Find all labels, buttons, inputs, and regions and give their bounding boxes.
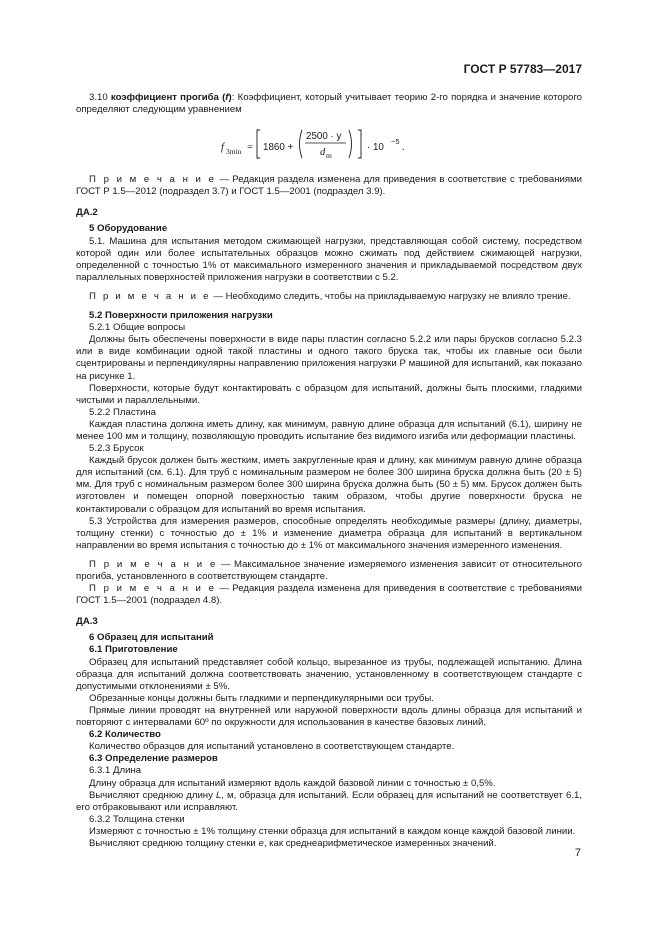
section-5-2-3: 5.2.3 Брусок <box>89 443 144 455</box>
section-5-3: 5.3 Устройства для измерения размеров, способные определять необходимые размеры (длину, диаметры, толщину стенки) с точностью до ± 1% и изменение диаметра образца для испытаний в вертикальном направлении во время испытания с точностью до ± 1% от максимального значения измеренного изменения. <box>76 515 582 551</box>
section-6-3-2: 6.3.2 Толщина стенки <box>89 813 185 825</box>
section-5-2-title: 5.2 Поверхности приложения нагрузки <box>89 310 273 322</box>
section-5-2-1-p2: Поверхности, которые будут контактировать с образцом для испытаний, должны быть плоскими, гладкими чистыми и параллельными. <box>76 382 582 406</box>
page-number: 7 <box>574 847 581 859</box>
note-5-3: П р и м е ч а н и е — Максимальное значение измеряемого изменения зависит от относительного прогиба, установленного в соответствующем стандарте. <box>76 558 583 582</box>
term-deflection-coefficient: коэффициент прогиба (f) <box>110 92 232 103</box>
formula-bracket-left <box>257 130 260 158</box>
section-6-1-p2: Обрезанные концы должны быть гладкими и перпендикулярными оси трубы. <box>89 692 434 704</box>
note-5-1: П р и м е ч а н и е — Необходимо следить, чтобы на прикладываемую нагрузку не влияло трение. <box>89 290 571 302</box>
formula-tail: · 10 <box>367 142 384 154</box>
formula-den-d: d <box>320 147 326 159</box>
deflection-formula <box>76 124 582 168</box>
page-content <box>76 92 582 850</box>
formula-f: f <box>221 142 224 154</box>
document-code-header: ГОСТ Р 57783—2017 <box>463 62 582 76</box>
da2-title: ДА.2 <box>76 207 98 219</box>
formula-bracket-right <box>358 130 361 158</box>
section-5-2-3-p1: Каждый брусок должен быть жестким, иметь закругленные края и длину, как минимум равную длине образца для испытаний (см. 6.1). Для труб с номинальным размером не более 300 ширина бруска должна быть (20 ± 5) мм. Для труб с номинальным размером более 300 ширина бруска должна быть (50 ± 5) мм. Брусок должен быть изготовлен и помещен опорной поверхностью таким образом, чтобы другие поверхности бруска не контактировали с образцом для испытаний во время испытания. <box>76 455 582 515</box>
formula-1860: 1860 + <box>263 142 294 154</box>
section-6-3-title: 6.3 Определение размеров <box>89 753 218 765</box>
formula-paren-left <box>300 130 303 158</box>
section-6-3-1: 6.3.1 Длина <box>89 765 142 777</box>
da3-title: ДА.3 <box>76 616 98 628</box>
section-5-1: 5.1. Машина для испытания методом сжимающей нагрузки, представляющая собой систему, посредством которой один или более испытательных образцов можно сжимать под действием сжимающей нагрузки, определенной с точностью 1% от максимального измеренного значения и прикладываемой посредством двух параллельных поверхностей приложения нагрузки в соответствии с 5.2. <box>76 235 582 283</box>
section-6-title: 6 Образец для испытаний <box>89 632 214 644</box>
formula-paren-right <box>349 130 352 158</box>
section-6-3-1-p2: Вычисляют среднюю длину L, м, образца для испытаний. Если образец для испытаний не соответствует 6.1, его отбраковывают или исправляют. <box>76 789 582 813</box>
section-3-10: 3.10 коэффициент прогиба (f): Коэффициент, который учитывает теорию 2-го порядка и значение которого определяют следующим уравнением <box>76 92 582 116</box>
note-3-10: П р и м е ч а н и е — Редакция раздела изменена для приведения в соответствие с требованиями ГОСТ Р 1.5—2012 (подраздел 3.7) и ГОСТ 1.5—2001 (подраздел 3.9). <box>76 174 582 198</box>
section-6-1-p1: Образец для испытаний представляет собой кольцо, вырезанное из трубы, подлежащей испытанию. Длина образца для испытаний должна соответствовать значению, установленному в соответствующем стандарте с допустимыми отклонениями ± 5%. <box>76 656 582 692</box>
section-5-title: 5 Оборудование <box>89 223 168 235</box>
section-5-2-2: 5.2.2 Пластина <box>89 406 157 418</box>
section-5-2-1-p1: Должны быть обеспечены поверхности в виде пары пластин согласно 5.2.2 или пары брусков согласно 5.2.3 или в виде комбинации одной такой пластины и одного такого бруска так, чтобы их главные оси были сцентрированы и перпендикулярны направлению приложения нагрузки Р машиной для испытаний, как показано на рисунке 1. <box>76 334 582 382</box>
section-6-1-title: 6.1 Приготовление <box>89 644 178 656</box>
section-6-1-p3: Прямые линии проводят на внутренней или наружной поверхности вдоль длины образца для испытаний и повторяют с интервалами 60º по окружности для использования в качестве базовых линий. <box>76 704 582 729</box>
formula-exp: −5 <box>391 137 400 147</box>
section-5-2-1: 5.2.1 Общие вопросы <box>89 322 186 334</box>
note-edit-4-8: П р и м е ч а н и е — Редакция раздела изменена для приведения в соответствие с требованиями ГОСТ 1.5—2001 (подраздел 4.8). <box>76 583 582 607</box>
section-5-2-2-p1: Каждая пластина должна иметь длину, как минимум, равную длине образца для испытаний (6.1), ширину не менее 100 мм и толщину, позволяющую проводить испытание без видимого изгиба или деформации пластины. <box>76 418 582 442</box>
formula-den-sub: m <box>326 151 332 161</box>
section-6-3-2-p1: Измеряют с точностью ± 1% толщину стенки образца для испытаний в каждом конце каждой базовой линии. <box>89 825 576 837</box>
formula-sub: 3min <box>226 147 242 157</box>
section-6-2-p1: Количество образцов для испытаний установлено в соответствующем стандарте. <box>89 741 455 753</box>
formula-eq: = <box>247 142 253 154</box>
section-6-3-2-p2: Вычисляют среднюю толщину стенки e, как среднеарифметическое измеренных значений. <box>89 837 497 849</box>
section-6-2-title: 6.2 Количество <box>89 729 161 741</box>
section-6-3-1-p1: Длину образца для испытаний измеряют вдоль каждой базовой линии с точностью ± 0,5%. <box>89 777 496 789</box>
formula-dot: . <box>402 142 405 154</box>
formula-num: 2500 · y <box>306 131 342 143</box>
